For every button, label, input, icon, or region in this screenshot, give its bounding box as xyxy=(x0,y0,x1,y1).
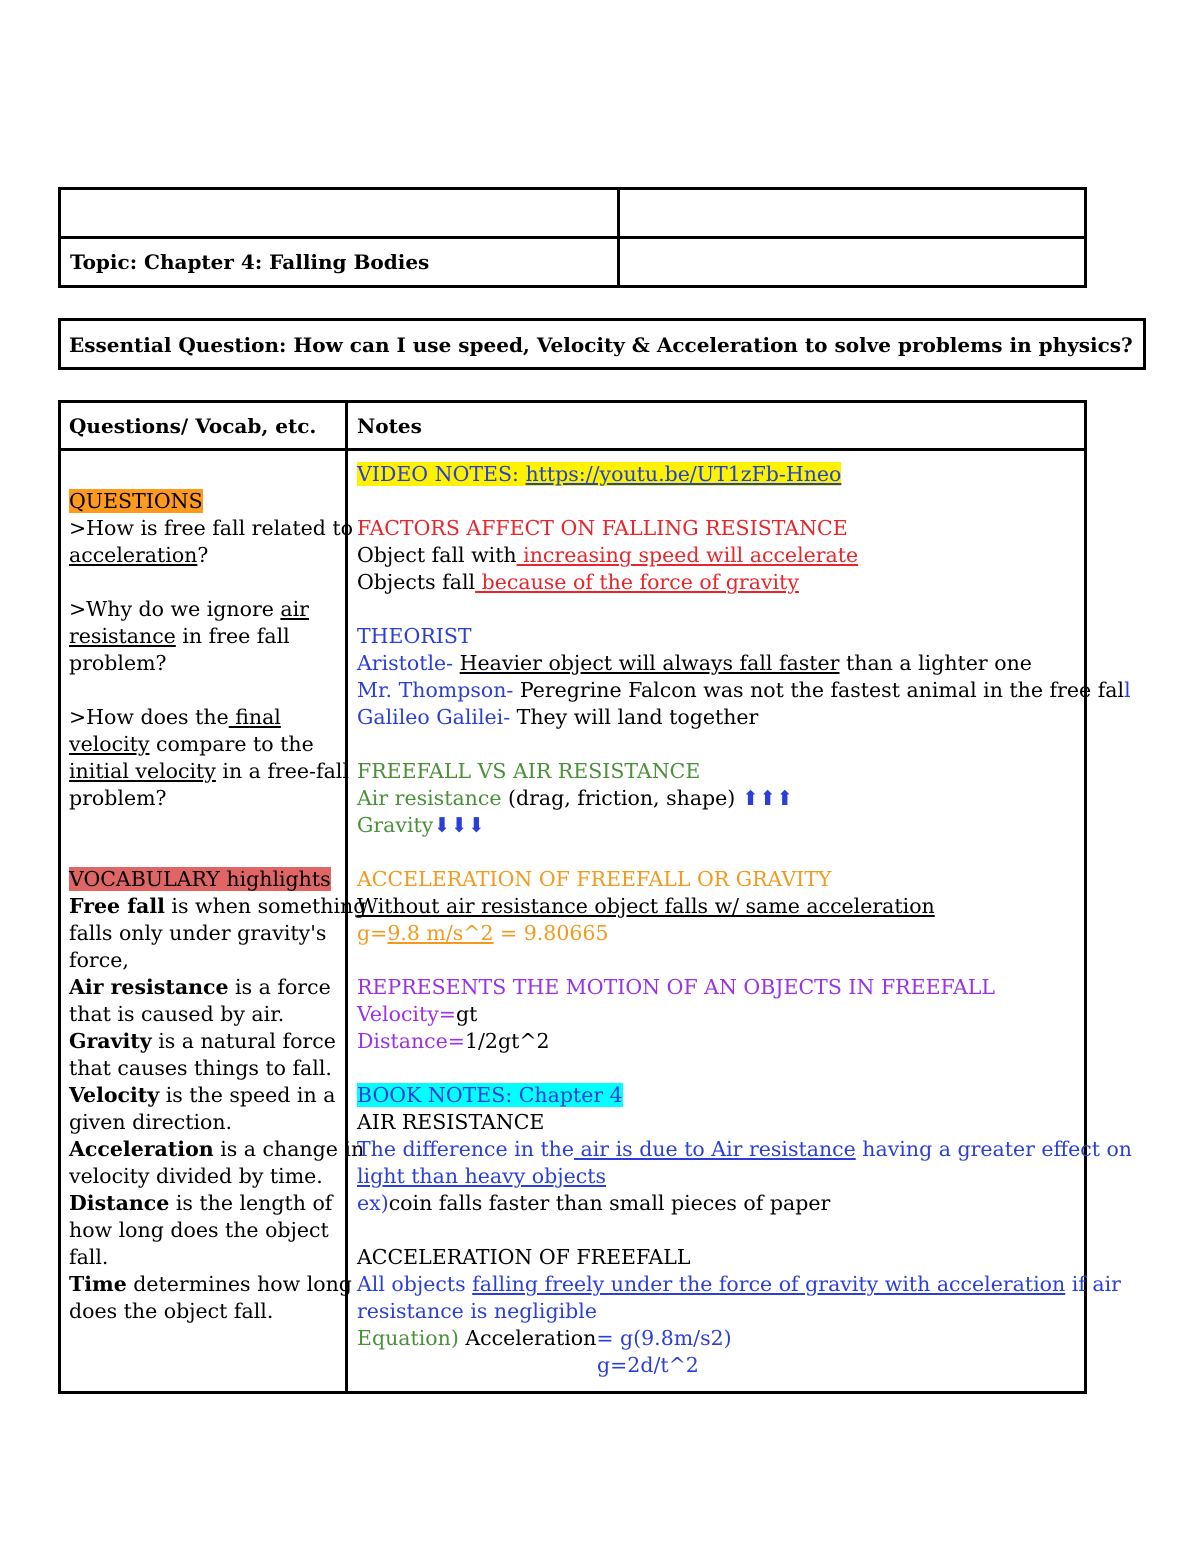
note-text: Distance= xyxy=(357,1029,465,1053)
note-text: than a lighter one xyxy=(839,651,1032,675)
note-text: 1/2gt^2 xyxy=(464,1029,550,1053)
vocab-definition: is a force xyxy=(228,975,331,999)
note-text: Without air resistance object falls w/ same acceleration xyxy=(357,894,935,918)
essential-question-text: Essential Question: How can I use speed, Velocity & Acceleration to solve problems in physics? xyxy=(69,333,1133,357)
question-text: velocity xyxy=(69,732,150,756)
vocab-definition: is a change in xyxy=(213,1137,365,1161)
down-arrows-icon: ⬇⬇⬇ xyxy=(433,813,485,837)
theorist-name: Mr. Thompson- xyxy=(357,678,520,702)
vocab-definition: fall. xyxy=(69,1245,109,1269)
note-text: They will land together xyxy=(516,705,759,729)
vocab-definition: is a natural force xyxy=(151,1029,336,1053)
note-text: Air resistance xyxy=(357,786,502,810)
vocab-definition: velocity divided by time. xyxy=(69,1164,323,1188)
note-text: resistance is negligible xyxy=(357,1299,597,1323)
represents-title: REPRESENTS THE MOTION OF AN OBJECTS IN FREEFALL xyxy=(357,975,996,999)
vocab-term: Air resistance xyxy=(69,975,229,999)
note-text: light than heavy objects xyxy=(357,1164,607,1188)
vocab-definition: determines how long xyxy=(126,1272,352,1296)
note-text: g= xyxy=(357,921,388,945)
note-text: ex) xyxy=(357,1191,389,1215)
col2-header: Notes xyxy=(357,414,422,438)
vocab-definition: is the length of xyxy=(169,1191,333,1215)
note-text: All objects xyxy=(357,1272,473,1296)
vocab-definition: is when something xyxy=(164,894,367,918)
note-text: increasing speed will accelerate xyxy=(516,543,859,567)
up-arrows-icon: ⬆⬆⬆ xyxy=(741,786,794,810)
book-notes-label: BOOK NOTES: Chapter 4 xyxy=(357,1083,623,1107)
note-text: 9.8 m/s^2 xyxy=(387,921,494,945)
questions-label: QUESTIONS xyxy=(69,489,203,513)
question-text: final xyxy=(228,705,281,729)
question-text: resistance xyxy=(69,624,176,648)
vocab-term: Distance xyxy=(69,1191,170,1215)
theorist-name: Aristotle- xyxy=(357,651,460,675)
vocab-term: Time xyxy=(69,1272,127,1296)
vocab-term: Acceleration xyxy=(69,1137,214,1161)
note-text: = g(9.8m/s2) xyxy=(596,1326,732,1350)
question-text: air xyxy=(280,597,309,621)
acceleration-freefall-title: ACCELERATION OF FREEFALL xyxy=(357,1245,691,1269)
topic-cell xyxy=(61,239,617,285)
note-text: gt xyxy=(456,1002,478,1026)
notes-table-header-divider xyxy=(58,448,1087,451)
note-text: Acceleration xyxy=(458,1326,597,1350)
note-text: air is due to Air resistance xyxy=(574,1137,856,1161)
note-text: Velocity= xyxy=(357,1002,456,1026)
vocab-term: Free fall xyxy=(69,894,165,918)
col1-header: Questions/ Vocab, etc. xyxy=(69,414,317,438)
note-text: because of the force of gravity xyxy=(475,570,799,594)
question-text: in free fall xyxy=(175,624,290,648)
question-text: acceleration xyxy=(69,543,198,567)
note-text: Object fall with xyxy=(357,543,517,567)
note-text: falling freely under the force of gravity with acceleration xyxy=(472,1272,1066,1296)
note-text: coin falls faster than small pieces of paper xyxy=(388,1191,831,1215)
question-text: ? xyxy=(197,543,209,567)
freefall-title: FREEFALL VS AIR RESISTANCE xyxy=(357,759,701,783)
note-text: Heavier object will always fall faster xyxy=(459,651,840,675)
vocab-definition: is the speed in a xyxy=(159,1083,336,1107)
air-resistance-title: AIR RESISTANCE xyxy=(357,1110,545,1134)
vocab-term: Velocity xyxy=(69,1083,160,1107)
note-text: Gravity xyxy=(357,813,434,837)
vocab-definition: force, xyxy=(69,948,129,972)
note-text: Equation) xyxy=(357,1326,459,1350)
topic-text: Topic: Chapter 4: Falling Bodies xyxy=(70,250,430,274)
note-text: l xyxy=(1124,678,1131,702)
question-text: problem? xyxy=(69,786,167,810)
theorist-title: THEORIST xyxy=(357,624,472,648)
essential-question-box xyxy=(58,318,1146,370)
note-text: having a greater effect on xyxy=(855,1137,1133,1161)
note-text: g=2d/t^2 xyxy=(597,1353,699,1377)
acceleration-title: ACCELERATION OF FREEFALL OR GRAVITY xyxy=(357,867,832,891)
factors-title: FACTORS AFFECT ON FALLING RESISTANCE xyxy=(357,516,848,540)
video-link[interactable]: https://youtu.be/UT1zFb-Hneo xyxy=(525,462,842,486)
video-notes-label: VIDEO NOTES: xyxy=(357,462,526,486)
vocab-definition: falls only under gravity's xyxy=(69,921,327,945)
note-text: = 9.80665 xyxy=(493,921,609,945)
vocab-term: Gravity xyxy=(69,1029,152,1053)
question-text: >Why do we ignore xyxy=(69,597,281,621)
vocab-definition: given direction. xyxy=(69,1110,233,1134)
theorist-name: Galileo Galilei- xyxy=(357,705,517,729)
header-table-vdivider xyxy=(617,187,620,288)
question-text: >How does the xyxy=(69,705,229,729)
question-text: compare to the xyxy=(149,732,314,756)
question-text: initial velocity xyxy=(69,759,216,783)
question-text: in a free-fall xyxy=(215,759,349,783)
note-text: if air xyxy=(1065,1272,1121,1296)
vocab-definition: how long does the object xyxy=(69,1218,329,1242)
question-text: problem? xyxy=(69,651,167,675)
note-text: Objects fall xyxy=(357,570,476,594)
vocabulary-label: VOCABULARY highlights xyxy=(69,867,331,891)
vocab-definition: does the object fall. xyxy=(69,1299,274,1323)
note-text: The difference in the xyxy=(357,1137,575,1161)
vocab-definition: that is caused by air. xyxy=(69,1002,285,1026)
note-text: (drag, friction, shape) xyxy=(501,786,742,810)
note-text: Peregrine Falcon was not the fastest animal in the free fal xyxy=(519,678,1125,702)
question-text: >How is free fall related to xyxy=(69,516,353,540)
vocab-definition: that causes things to fall. xyxy=(69,1056,332,1080)
